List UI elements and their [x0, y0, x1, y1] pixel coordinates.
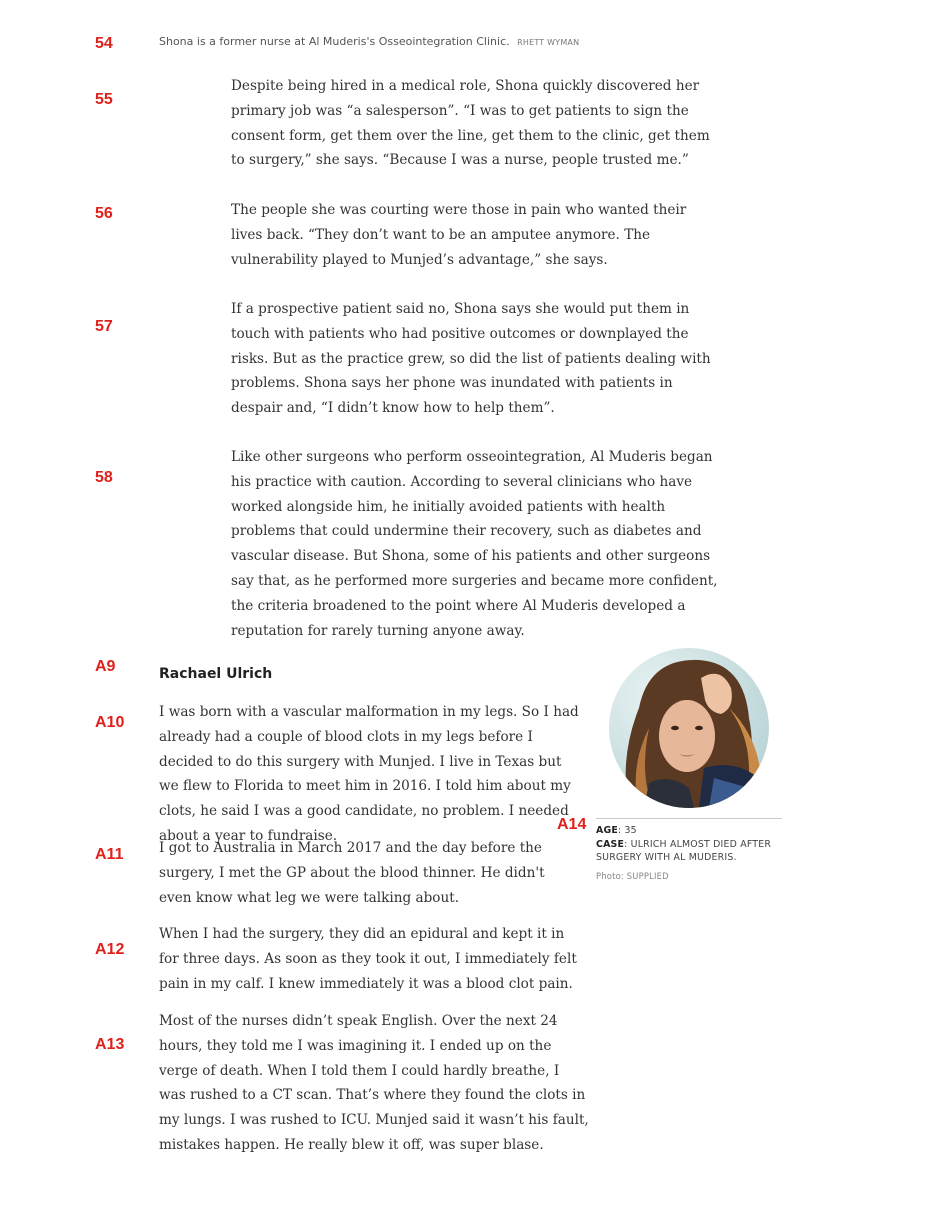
case-line: [596, 838, 786, 865]
age-line: [596, 824, 786, 838]
marker-a10: A10: [95, 714, 125, 731]
paragraph-55: Despite being hired in a medical role, Shona quickly discovered her primary job was “a salesperson”. “I was to get patients to sign the consent form, get them over the line, get them to the clinic, get them to surgery,” she says. “Because I was a nurse, people trusted me.”: [231, 78, 710, 169]
portrait-photo: [609, 648, 769, 808]
testimony-paragraph-a12: When I had the surgery, they did an epidural and kept it in for three days. As soon as they took it out, I immediately felt pain in my calf. I knew immediately it was a blood clot pain.: [159, 926, 577, 992]
testimony-paragraph-a10: I was born with a vascular malformation in my legs. So I had already had a couple of blood clots in my legs before I decided to do this surgery with Munjed. I live in Texas but we flew to Florida to meet him in 2016. I told him about my clots, he said I was a good candidate, no problem. I needed about a year to fundraise.: [159, 704, 579, 844]
case-label: CASE: [596, 838, 625, 850]
paragraph-58: Like other surgeons who perform osseointegration, Al Muderis began his practice with caution. According to several clinicians who have worked alongside him, he initially avoided patients with health problems that could undermine their recovery, such as diabetes and vascular disease. But Shona, some of his patients and other surgeons say that, as he performed more surgeries and became more confident, the criteria broadened to the point where Al Muderis developed a reputation for rarely turning anyone away.: [231, 449, 718, 639]
age-value: : 35: [617, 825, 637, 836]
photo-credit: Photo: SUPPLIED: [596, 870, 669, 881]
case-value: : ULRICH ALMOST DIED AFTER SURGERY WITH AL MUDERIS.: [596, 838, 772, 863]
age-label: AGE: [596, 825, 618, 836]
caption-text: Shona is a former nurse at Al Muderis's Osseointegration Clinic.: [159, 35, 510, 48]
profile-sidebar: [596, 824, 786, 883]
marker-a9: A9: [95, 658, 116, 675]
paragraph-56: The people she was courting were those in pain who wanted their lives back. “They don’t want to be an amputee anymore. The vulnerability played to Munjed’s advantage,” she says.: [231, 202, 687, 268]
testimony-name-heading: Rachael Ulrich: [159, 666, 273, 682]
marker-a11: A11: [95, 846, 124, 863]
paragraph-57: If a prospective patient said no, Shona says she would put them in touch with patients who had positive outcomes or downplayed the risks. But as the practice grew, so did the list of patients dealing with problems. Shona says her phone was inundated with patients in despair and, “I didn’t know how to help them”.: [231, 301, 711, 417]
marker-55: 55: [95, 91, 113, 108]
marker-56: 56: [95, 205, 113, 222]
marker-a14: A14: [557, 816, 587, 833]
marker-58: 58: [95, 469, 113, 486]
photo-caption: [159, 35, 579, 48]
marker-a12: A12: [95, 941, 125, 958]
caption-credit: RHETT WYMAN: [517, 38, 580, 47]
sidebar-divider: [596, 818, 782, 819]
testimony-paragraph-a13: Most of the nurses didn’t speak English. Over the next 24 hours, they told me I was imagining it. I ended up on the verge of death. When I told them I could hardly breathe, I was rushed to a CT scan. That’s where they found the clots in my lungs. I was rushed to ICU. Munjed said it wasn’t his fault, mistakes happen. He really blew it off, was super blase.: [159, 1013, 589, 1153]
marker-54: 54: [95, 35, 113, 52]
testimony-paragraph-a11: I got to Australia in March 2017 and the day before the surgery, I met the GP about the blood thinner. He didn't even know what leg we were talking about.: [159, 840, 545, 906]
marker-a13: A13: [95, 1036, 125, 1053]
marker-57: 57: [95, 318, 113, 335]
